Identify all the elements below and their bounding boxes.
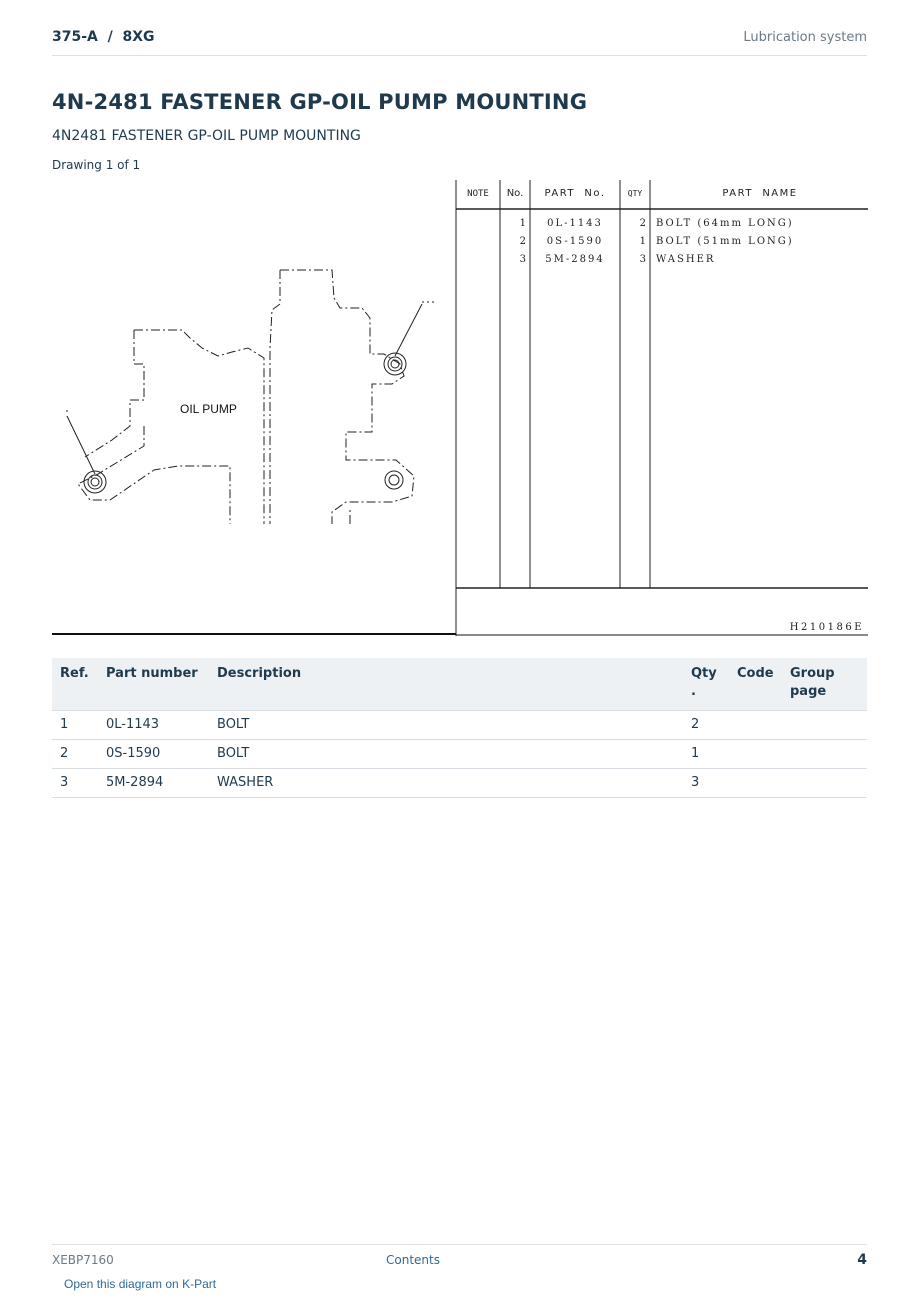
bolt-right-top-icon bbox=[384, 353, 406, 375]
part-number-cell: 0S-1590 bbox=[98, 740, 209, 769]
group-page-cell bbox=[782, 769, 867, 798]
parts-diagram bbox=[52, 178, 868, 638]
section-name: Lubrication system bbox=[743, 30, 867, 45]
description-header: Description bbox=[209, 658, 683, 711]
group-page-cell bbox=[782, 711, 867, 740]
drawing-row-no: 2 bbox=[519, 236, 526, 247]
oil-pump-label: OIL PUMP bbox=[180, 402, 237, 416]
page-number: 4 bbox=[857, 1252, 867, 1268]
description-cell: WASHER bbox=[209, 769, 683, 798]
part-name-column-header: PART NAME bbox=[722, 188, 798, 199]
drawing-row-part-name: BOLT (64mm LONG) bbox=[656, 218, 794, 229]
page-title: 4N-2481 FASTENER GP-OIL PUMP MOUNTING bbox=[52, 90, 588, 114]
part-no-column-header: PART No. bbox=[544, 188, 606, 199]
part-number-cell: 0L-1143 bbox=[98, 711, 209, 740]
drawing-row-part-no: 5M-2894 bbox=[545, 254, 605, 265]
drawing-parts-grid bbox=[456, 180, 868, 636]
drawing-row-no: 3 bbox=[519, 254, 526, 265]
drawing-row-part-no: 0L-1143 bbox=[547, 218, 603, 229]
footer-divider bbox=[52, 1244, 867, 1245]
ref-header: Ref. bbox=[52, 658, 98, 711]
parts-table-header bbox=[52, 658, 867, 711]
ref-cell: 1 bbox=[52, 711, 98, 740]
qty-cell: 2 bbox=[683, 711, 729, 740]
qty-header: Qty . bbox=[683, 658, 729, 711]
code-cell bbox=[729, 769, 782, 798]
table-row bbox=[52, 711, 867, 740]
document-id: XEBP7160 bbox=[52, 1253, 114, 1267]
ref-cell: 3 bbox=[52, 769, 98, 798]
table-row bbox=[52, 769, 867, 798]
part-number-header: Part number bbox=[98, 658, 209, 711]
drawing-row-part-name: WASHER bbox=[656, 254, 716, 265]
drawing-row-part-name: BOLT (51mm LONG) bbox=[656, 236, 794, 247]
part-number-cell: 5M-2894 bbox=[98, 769, 209, 798]
table-row bbox=[52, 740, 867, 769]
drawing-row-part-no: 0S-1590 bbox=[546, 236, 604, 247]
qty-cell: 3 bbox=[683, 769, 729, 798]
drawing-row-qty: 3 bbox=[639, 254, 646, 265]
bolt-right-bottom-icon bbox=[385, 471, 403, 489]
oil-pump-outline bbox=[78, 270, 414, 524]
group-page-header: Group page bbox=[782, 658, 867, 711]
description-cell: BOLT bbox=[209, 711, 683, 740]
parts-table bbox=[52, 658, 867, 798]
drawing-counter: Drawing 1 of 1 bbox=[52, 158, 141, 172]
note-column-header: NOTE bbox=[467, 189, 489, 199]
qty-cell: 1 bbox=[683, 740, 729, 769]
drawing-row-qty: 2 bbox=[639, 218, 646, 229]
leader-lines bbox=[67, 302, 434, 474]
contents-link[interactable]: Contents bbox=[386, 1253, 440, 1267]
header-divider bbox=[52, 55, 867, 56]
code-header: Code bbox=[729, 658, 782, 711]
open-kpart-link[interactable]: Open this diagram on K-Part bbox=[64, 1277, 217, 1291]
drawing-rows bbox=[520, 218, 794, 265]
sheet-code: H210186E bbox=[789, 622, 864, 633]
document-path: 375-A / 8XG bbox=[52, 29, 155, 45]
code-cell bbox=[729, 711, 782, 740]
ref-cell: 2 bbox=[52, 740, 98, 769]
drawing-row-no: 1 bbox=[519, 218, 526, 229]
qty-column-header: QTY bbox=[627, 189, 643, 198]
group-page-cell bbox=[782, 740, 867, 769]
description-cell: BOLT bbox=[209, 740, 683, 769]
page-subtitle: 4N2481 FASTENER GP-OIL PUMP MOUNTING bbox=[52, 128, 361, 144]
no-column-header: No. bbox=[506, 188, 524, 199]
bolt-left-icon bbox=[84, 471, 106, 493]
code-cell bbox=[729, 740, 782, 769]
drawing-row-qty: 1 bbox=[639, 236, 646, 247]
